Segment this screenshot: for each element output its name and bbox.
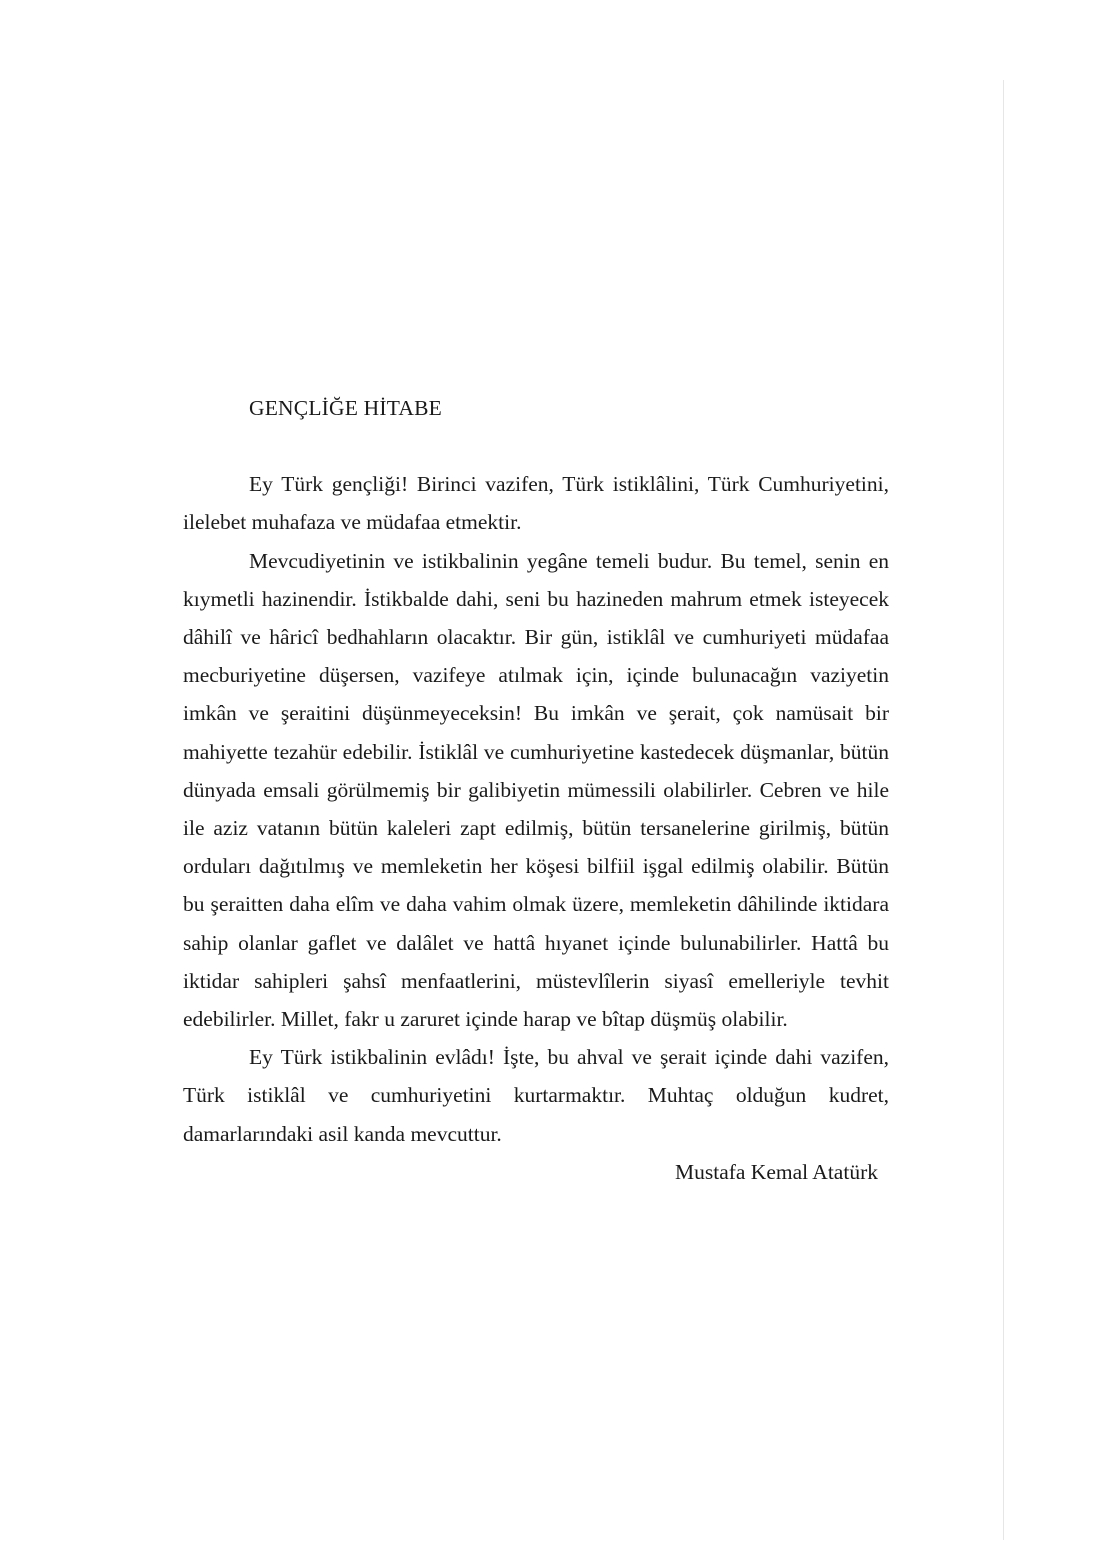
paragraph-3: Ey Türk istikbalinin evlâdı! İşte, bu ahval ve şerait içinde dahi vazifen, Türk istiklâl ve cumhuriyetini kurtarmaktır. Muhtaç olduğun kudret, damarlarındaki asil kanda mevcuttur. (183, 1045, 889, 1146)
document-title: GENÇLİĞE HİTABE (249, 396, 442, 420)
signature: Mustafa Kemal Atatürk (674, 1159, 878, 1184)
paragraph-2: Mevcudiyetinin ve istikbalinin yegâne temeli budur. Bu temel, senin en kıymetli hazinendir. İstikbalde dahi, seni bu hazineden mahrum etmek isteyecek dâhilî ve hâricî bedhahların olacaktır. Bir gün, istiklâl ve cumhuriyeti müdafaa mecburiyetine düşersen, vazifeye atılmak için, içinde bulunacağın vaziyetin imkân ve şeraitini düşünmeyeceksin! Bu imkân ve şerait, çok namüsait bir mahiyette tezahür edebilir. İstiklâl ve cumhuriyetine kastedecek düşmanlar, bütün dünyada emsali görülmemiş bir galibiyetin mümessili olabilirler. Cebren ve hile ile aziz vatanın bütün kaleleri zapt edilmiş, bütün tersanelerine girilmiş, bütün orduları dağıtılmış ve memleketin her köşesi bilfiil işgal edilmiş olabilir. Bütün bu şeraitten daha elîm ve daha vahim olmak üzere, memleketin dâhilinde iktidara sahip olanlar gaflet ve dalâlet ve hattâ hıyanet içinde bulunabilirler. Hattâ bu iktidar sahipleri şahsî menfaatlerini, müstevlîlerin siyasî emelleriyle tevhit edebilirler. Millet, fakr u zaruret içinde harap ve bîtap düşmüş olabilir. (183, 548, 889, 1032)
page-edge-divider (1003, 80, 1004, 1540)
paragraph-1: Ey Türk gençliği! Birinci vazifen, Türk istiklâlini, Türk Cumhuriyetini, ilelebet muhafaza ve müdafaa etmektir. (183, 472, 889, 535)
document-body (183, 389, 889, 1191)
